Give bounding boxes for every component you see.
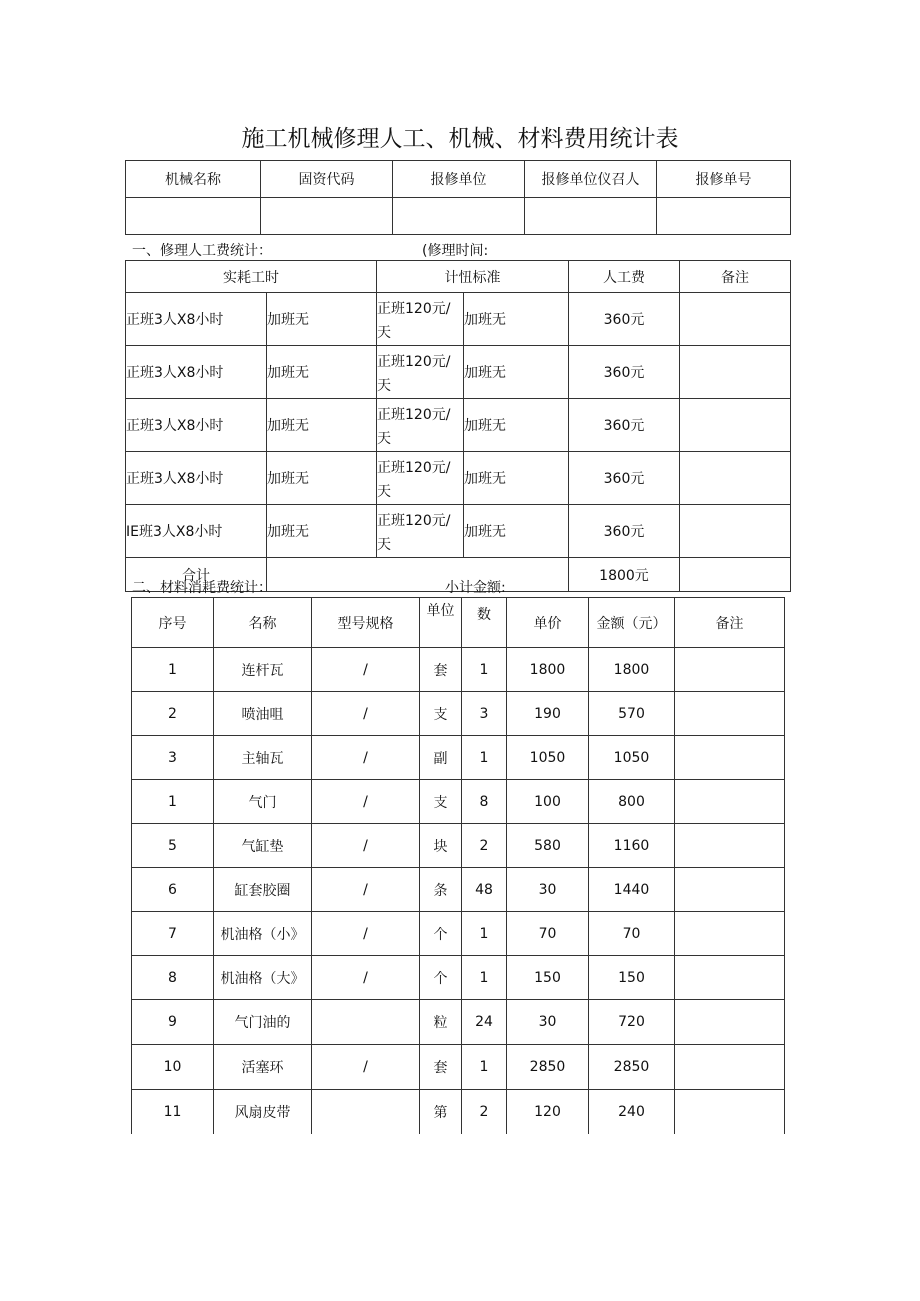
header-repair-contact: 报修单位仪召人 [525, 161, 657, 198]
cell-overtime: 加班无 [267, 505, 377, 558]
cell-name: 机油格（小》 [214, 912, 312, 956]
cell-hours: 正班3人X8小时 [126, 346, 267, 399]
cell-qty: 1 [462, 912, 507, 956]
cell-note [675, 868, 785, 912]
cell-seq: 7 [132, 912, 214, 956]
cell-seq: 1 [132, 648, 214, 692]
cell-price: 2850 [507, 1045, 589, 1090]
header-standard: 计忸标准 [377, 261, 569, 293]
cell-name: 连杆瓦 [214, 648, 312, 692]
cell-amount: 70 [589, 912, 675, 956]
cell-price: 100 [507, 780, 589, 824]
cell-std-overtime: 加班无 [464, 293, 569, 346]
cell-note [680, 399, 791, 452]
cell-note [680, 452, 791, 505]
machine-info-table [125, 160, 791, 235]
cell-qty: 3 [462, 692, 507, 736]
header-spec: 型号规格 [312, 598, 420, 648]
cell-seq: 5 [132, 824, 214, 868]
header-note: 备注 [680, 261, 791, 293]
cell-seq: 3 [132, 736, 214, 780]
table-row [132, 736, 785, 780]
materials-table [131, 597, 785, 1134]
cell-spec: / [312, 824, 420, 868]
cell-spec: / [312, 648, 420, 692]
total-blank [267, 558, 569, 592]
cell-price: 1050 [507, 736, 589, 780]
header-qty: 数 [462, 598, 507, 648]
cell-note [680, 293, 791, 346]
cell-seq: 6 [132, 868, 214, 912]
cell-qty: 1 [462, 736, 507, 780]
cell-amount: 800 [589, 780, 675, 824]
table-row [132, 692, 785, 736]
labor-table [125, 260, 791, 592]
cell-fee: 360元 [569, 346, 680, 399]
cell-std-overtime: 加班无 [464, 399, 569, 452]
cell-qty: 1 [462, 1045, 507, 1090]
header-amount: 金额（元） [589, 598, 675, 648]
cell-seq: 11 [132, 1090, 214, 1134]
cell-unit: 第 [420, 1090, 462, 1134]
cell-std-overtime: 加班无 [464, 346, 569, 399]
cell-amount: 1160 [589, 824, 675, 868]
cell-spec: / [312, 692, 420, 736]
cell-hours: 正班3人X8小时 [126, 452, 267, 505]
cell-fee: 360元 [569, 399, 680, 452]
cell-amount: 570 [589, 692, 675, 736]
cell-unit: 个 [420, 912, 462, 956]
cell-fee: 360元 [569, 293, 680, 346]
table-row [126, 293, 791, 346]
cell-price: 70 [507, 912, 589, 956]
cell-note [675, 692, 785, 736]
table-row [132, 1090, 785, 1134]
table-row [132, 1000, 785, 1045]
cell-name: 气缸垫 [214, 824, 312, 868]
total-label: 合计 [126, 558, 267, 592]
cell-spec: / [312, 1045, 420, 1090]
cell-name: 气门油的 [214, 1000, 312, 1045]
cell-price: 30 [507, 1000, 589, 1045]
cell-qty: 1 [462, 956, 507, 1000]
cell-overtime: 加班无 [267, 293, 377, 346]
value-asset-code [261, 198, 393, 235]
section1-time-label: (修理时间: [422, 243, 489, 259]
value-repair-contact [525, 198, 657, 235]
value-repair-unit [393, 198, 525, 235]
cell-price: 190 [507, 692, 589, 736]
cell-unit: 副 [420, 736, 462, 780]
cell-price: 30 [507, 868, 589, 912]
cell-unit: 套 [420, 648, 462, 692]
cell-overtime: 加班无 [267, 452, 377, 505]
value-machine-name [126, 198, 261, 235]
cell-standard: 正班120元/天 [377, 452, 464, 505]
header-note: 备注 [675, 598, 785, 648]
cell-seq: 2 [132, 692, 214, 736]
table-row [126, 505, 791, 558]
cell-qty: 48 [462, 868, 507, 912]
cell-spec [312, 1000, 420, 1045]
table-row [132, 648, 785, 692]
table-row [132, 780, 785, 824]
cell-standard: 正班120元/天 [377, 293, 464, 346]
value-repair-number [657, 198, 791, 235]
cell-std-overtime: 加班无 [464, 505, 569, 558]
header-repair-unit: 报修单位 [393, 161, 525, 198]
cell-unit: 个 [420, 956, 462, 1000]
cell-note [675, 824, 785, 868]
cell-price: 150 [507, 956, 589, 1000]
cell-standard: 正班120元/天 [377, 346, 464, 399]
total-value: 1800元 [569, 558, 680, 592]
cell-qty: 1 [462, 648, 507, 692]
cell-hours: 正班3人X8小时 [126, 293, 267, 346]
cell-unit: 粒 [420, 1000, 462, 1045]
header-unit: 单位 [420, 598, 462, 648]
cell-overtime: 加班无 [267, 346, 377, 399]
cell-note [680, 346, 791, 399]
cell-overtime: 加班无 [267, 399, 377, 452]
table-row [132, 868, 785, 912]
section1-label: 一、修理人工费统计： [132, 243, 272, 259]
cell-spec: / [312, 736, 420, 780]
page-title: 施工机械修理人工、机械、材料费用统计表 [241, 126, 679, 152]
cell-spec: / [312, 912, 420, 956]
cell-unit: 条 [420, 868, 462, 912]
cell-note [675, 1090, 785, 1134]
cell-name: 主轴瓦 [214, 736, 312, 780]
header-machine-name: 机械名称 [126, 161, 261, 198]
table-row [132, 912, 785, 956]
header-asset-code: 固资代码 [261, 161, 393, 198]
cell-seq: 8 [132, 956, 214, 1000]
cell-note [675, 956, 785, 1000]
cell-amount: 2850 [589, 1045, 675, 1090]
cell-seq: 1 [132, 780, 214, 824]
cell-name: 风扇皮带 [214, 1090, 312, 1134]
cell-std-overtime: 加班无 [464, 452, 569, 505]
table-row [132, 824, 785, 868]
cell-hours: 正班3人X8小时 [126, 399, 267, 452]
table-row [126, 399, 791, 452]
header-labor-fee: 人工费 [569, 261, 680, 293]
cell-fee: 360元 [569, 452, 680, 505]
cell-unit: 套 [420, 1045, 462, 1090]
cell-qty: 8 [462, 780, 507, 824]
cell-unit: 支 [420, 780, 462, 824]
header-hours: 实耗工时 [126, 261, 377, 293]
header-name: 名称 [214, 598, 312, 648]
cell-standard: 正班120元/天 [377, 505, 464, 558]
cell-amount: 1050 [589, 736, 675, 780]
cell-spec [312, 1090, 420, 1134]
cell-amount: 720 [589, 1000, 675, 1045]
header-seq: 序号 [132, 598, 214, 648]
cell-note [675, 736, 785, 780]
cell-qty: 2 [462, 1090, 507, 1134]
cell-hours: IE班3人X8小时 [126, 505, 267, 558]
cell-name: 气门 [214, 780, 312, 824]
table-row [132, 1045, 785, 1090]
cell-note [675, 648, 785, 692]
cell-seq: 9 [132, 1000, 214, 1045]
section2-label: 二、材料消耗费统计： [132, 580, 272, 596]
cell-unit: 块 [420, 824, 462, 868]
table-row [126, 346, 791, 399]
cell-name: 缸套胶圈 [214, 868, 312, 912]
cell-amount: 240 [589, 1090, 675, 1134]
cell-spec: / [312, 956, 420, 1000]
cell-name: 喷油咀 [214, 692, 312, 736]
cell-amount: 1800 [589, 648, 675, 692]
cell-qty: 2 [462, 824, 507, 868]
cell-price: 1800 [507, 648, 589, 692]
cell-note [675, 1000, 785, 1045]
table-row [132, 956, 785, 1000]
table-row [126, 452, 791, 505]
cell-amount: 150 [589, 956, 675, 1000]
cell-name: 机油格（大》 [214, 956, 312, 1000]
header-repair-number: 报修单号 [657, 161, 791, 198]
cell-note [680, 505, 791, 558]
cell-note [675, 1045, 785, 1090]
cell-fee: 360元 [569, 505, 680, 558]
cell-spec: / [312, 780, 420, 824]
cell-seq: 10 [132, 1045, 214, 1090]
total-note [680, 558, 791, 592]
header-price: 单价 [507, 598, 589, 648]
cell-amount: 1440 [589, 868, 675, 912]
cell-standard: 正班120元/天 [377, 399, 464, 452]
cell-note [675, 912, 785, 956]
cell-unit: 支 [420, 692, 462, 736]
section2-subtotal-label: 小计金额: [445, 580, 506, 596]
cell-spec: / [312, 868, 420, 912]
cell-name: 活塞环 [214, 1045, 312, 1090]
cell-price: 120 [507, 1090, 589, 1134]
cell-qty: 24 [462, 1000, 507, 1045]
cell-note [675, 780, 785, 824]
cell-price: 580 [507, 824, 589, 868]
